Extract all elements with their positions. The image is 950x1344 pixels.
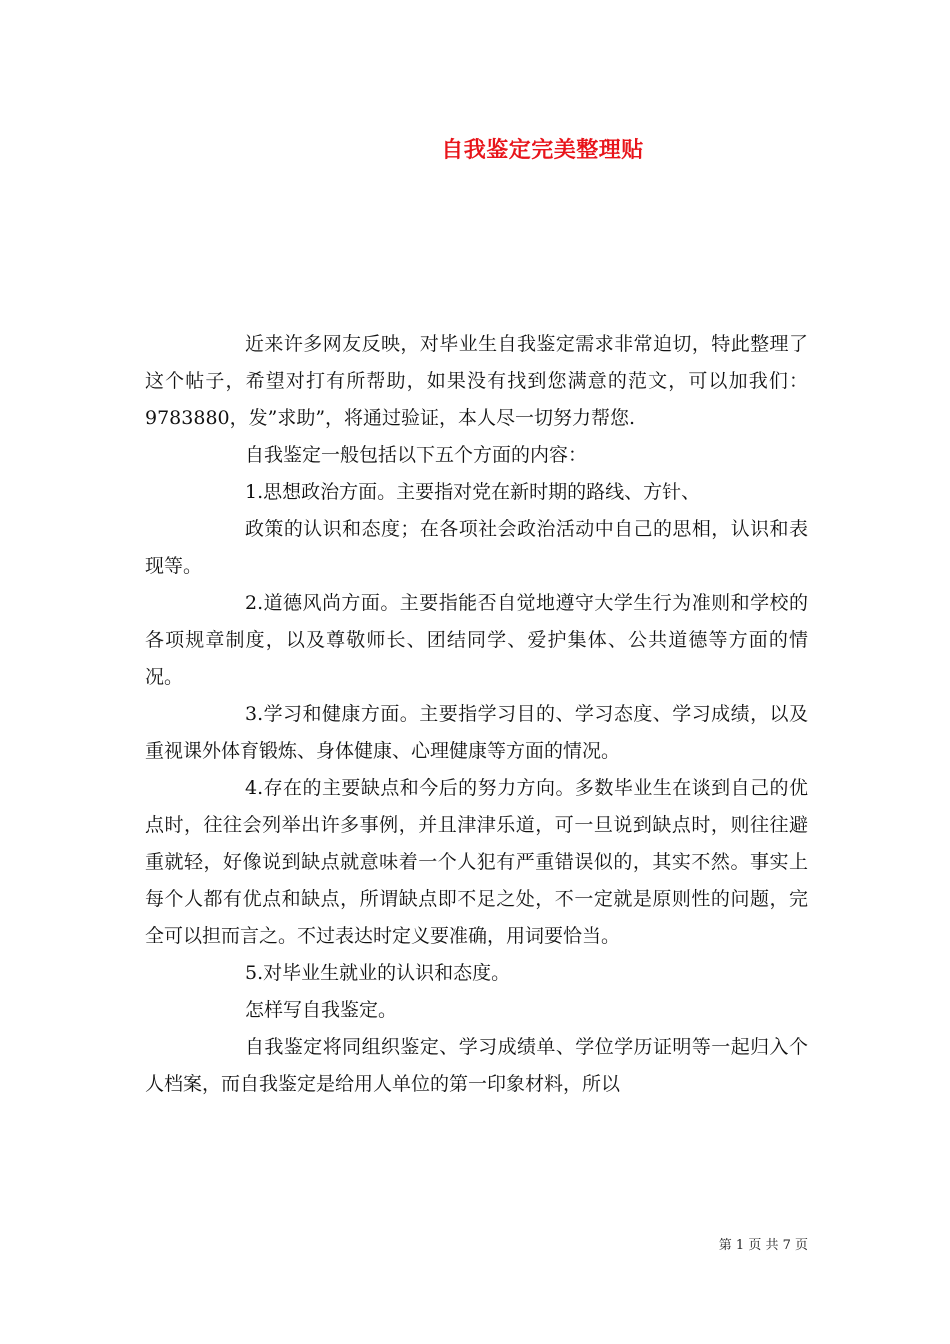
paragraph-archive: 自我鉴定将同组织鉴定、学习成绩单、学位学历证明等一起归入个人档案，而自我鉴定是给用人单位的第一印象材料，所以 [145,1036,808,1095]
page-indicator: 第 1 页 共 7 页 [718,1238,808,1253]
paragraph-intro: 近来许多网友反映，对毕业生自我鉴定需求非常迫切，特此整理了这个帖子，希望对打有所帮助，如果没有找到您满意的范文，可以加我们：9783880，发”求助”，将通过验证，本人尽一切努力帮您. [145,333,808,429]
paragraph-item-2: 2.道德风尚方面。主要指能否自觉地遵守大学生行为准则和学校的各项规章制度，以及尊敬师长、团结同学、爱护集体、公共道德等方面的情况。 [145,592,808,688]
document-body [145,326,808,1103]
paragraph-item-4: 4.存在的主要缺点和今后的努力方向。多数毕业生在谈到自己的优点时，往往会列举出许多事例，并且津津乐道，可一旦说到缺点时，则往往避重就轻，好像说到缺点就意味着一个人犯有严重错误似的，其实不然。事实上每个人都有优点和缺点，所谓缺点即不足之处，不一定就是原则性的问题，完全可以担而言之。不过表达时定义要准确，用词要恰当。 [145,777,808,947]
paragraph-item-3: 3.学习和健康方面。主要指学习目的、学习态度、学习成绩，以及重视课外体育锻炼、身体健康、心理健康等方面的情况。 [145,703,808,762]
paragraph-how-to: 怎样写自我鉴定。 [245,999,398,1021]
paragraph-item-1: 1.思想政治方面。主要指对党在新时期的路线、方针、 [245,481,701,503]
paragraph-overview: 自我鉴定一般包括以下五个方面的内容： [245,444,588,466]
document-title: 自我鉴定完美整理贴 [441,137,644,163]
paragraph-item-1-continued: 政策的认识和态度；在各项社会政治活动中自己的思相，认识和表现等。 [145,518,808,577]
paragraph-item-5: 5.对毕业生就业的认识和态度。 [245,962,511,984]
